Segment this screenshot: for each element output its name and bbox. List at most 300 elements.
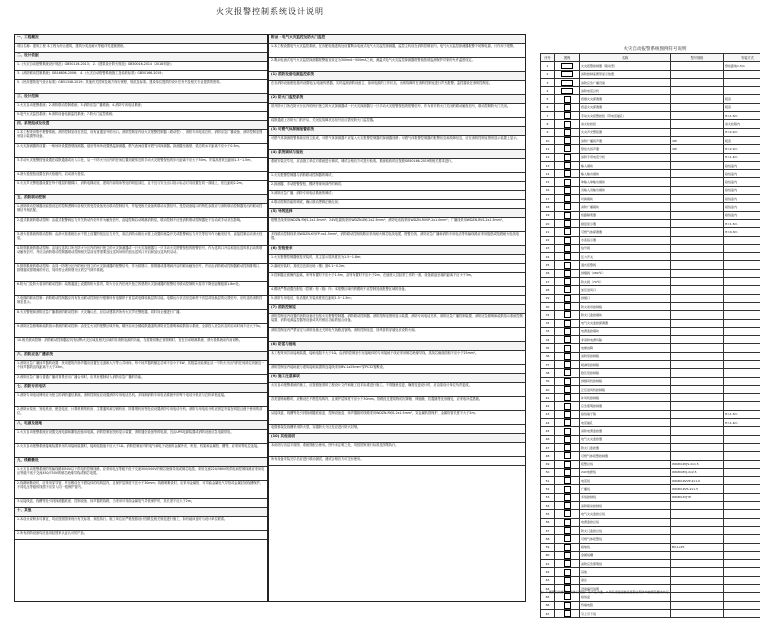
legend-symbol — [555, 427, 580, 435]
legend-model — [671, 502, 724, 510]
legend-symbol-icon — [564, 569, 571, 576]
legend-name: 广播线 — [580, 485, 671, 493]
legend-model — [671, 435, 724, 443]
description-line: 疏散通道上各防火门的开启、关闭及故障状态信号应反馈至防火门监控器。 — [269, 118, 525, 127]
legend-model — [671, 294, 724, 302]
legend-install — [724, 609, 760, 617]
legend-install: 接线盒内 — [724, 161, 760, 169]
legend-no: 60 — [541, 551, 555, 559]
legend-name: 消防控制室图形显示装置 — [580, 70, 671, 78]
description-line: 消防控制室内严禁穿过与消防设施无关的电气线路及管路。消防控制室送、回风管的穿墙处应设防火阀。 — [269, 328, 525, 342]
legend-symbol-icon — [564, 403, 571, 410]
legend-row — [541, 369, 760, 377]
legend-no: 15 — [541, 178, 555, 186]
legend-install: H=0.3m — [724, 228, 760, 236]
description-line: 6.防火门及防火卷帘的联动控制：疏散通道上设置的防火卷帘，防火分区内任两只独立的感烟火灾探测器的报警信号联动控制防火卷帘下降至距楼板面1.8m处。 — [15, 282, 267, 296]
legend-install — [724, 460, 760, 468]
legend-model — [671, 352, 724, 360]
legend-symbol — [555, 377, 580, 385]
legend-symbol — [555, 568, 580, 576]
legend-symbol — [555, 468, 580, 476]
legend-symbol-icon — [564, 378, 571, 385]
description-line: 2.湿式系统的联动控制：由湿式报警阀压力开关的动作信号作为触发信号，直接控制启动喷淋消防泵，联动控制不应受消防联动控制器处于自动或手动状态影响。 — [15, 218, 267, 232]
legend-row — [541, 502, 760, 510]
legend-symbol-icon — [564, 552, 571, 559]
legend-install: 壁挂距地1.5m — [724, 62, 760, 70]
legend-model — [671, 344, 724, 352]
legend-no: 24 — [541, 253, 555, 261]
legend-symbol — [555, 593, 580, 601]
legend-name: 可燃气体报警线 — [580, 535, 671, 543]
legend-no: 16 — [541, 186, 555, 194]
description-line: 多线联动控制线采用WDZN-KYJYP-nx1.5mm²，消防联动控制线路应采用耐火铜芯电线电缆，报警总线、消防应急广播和消防专用电话等传输线路应采用阻燃或阻燃耐火电线电缆。 — [269, 232, 525, 246]
legend-symbol — [555, 385, 580, 393]
legend-no: 35 — [541, 344, 555, 352]
section-heading: (3) 可燃气体探测报警系统 — [269, 127, 525, 136]
description-line: 3.消防应急广播、消防专用电话系统的调试； — [269, 191, 525, 200]
legend-symbol — [555, 336, 580, 344]
legend-symbol-icon — [564, 220, 571, 227]
legend-row — [541, 377, 760, 385]
description-line: 1.火灾报警控制器壁挂安装时，其主显示屏高度宜为1.5~1.8m； — [269, 255, 525, 264]
legend-install — [724, 502, 760, 510]
legend-no: 33 — [541, 327, 555, 335]
legend-symbol-icon — [564, 270, 571, 277]
legend-install — [724, 394, 760, 402]
legend-no: 67 — [541, 609, 555, 617]
legend-symbol — [555, 302, 580, 310]
legend-install — [724, 543, 760, 551]
description-line: 2.消防应急广播与普通广播或背景音乐广播合用时，应具有强制切入消防应急广播的功能。 — [15, 375, 267, 384]
legend-row — [541, 128, 760, 136]
legend-row — [541, 468, 760, 476]
description-line: 本说明与各层平面图、系统图配合使用。图中未注明之处，均按国家现行标准及图集执行。 — [269, 443, 525, 457]
legend-symbol-icon — [564, 502, 571, 509]
legend-name: 引上引下线 — [580, 609, 671, 617]
legend-model — [671, 377, 724, 385]
legend-install — [724, 311, 760, 319]
legend-header-row — [541, 54, 760, 62]
legend-model — [671, 170, 724, 178]
legend-name: 消防专用电话分机 — [580, 153, 671, 161]
legend-name: 火灾报警控制器（联动型） — [580, 62, 671, 70]
legend-no: 25 — [541, 261, 555, 269]
legend-install — [724, 336, 760, 344]
legend-install: 接线盒内 — [724, 203, 760, 211]
legend-name: 24V电源线 — [580, 468, 671, 476]
legend-symbol-icon — [564, 278, 571, 285]
legend-model — [671, 228, 724, 236]
legend-no: 39 — [541, 377, 555, 385]
description-line: 消防控制室内设置的消防设备应包括火灾报警控制器、消防联动控制器、消防控制室图形显示装置、消防专用电话总机、消防应急广播控制装置、消防应急照明和疏散指示系统控制装置、消防电源监控器等设备或具有相应功能的组合设备。 — [269, 314, 525, 328]
legend-symbol-icon — [564, 303, 571, 310]
legend-name: 壁挂式扬声器 — [580, 145, 671, 153]
legend-model: WDZN-RVS-2x1.5 — [671, 485, 724, 493]
legend-install: H=1.5m — [724, 410, 760, 418]
legend-no: 66 — [541, 601, 555, 609]
legend-symbol — [555, 352, 580, 360]
legend-row — [541, 203, 760, 211]
legend-row — [541, 493, 760, 501]
legend-model — [671, 244, 724, 252]
legend-name: 手动火灾报警按钮（带电话插孔） — [580, 112, 671, 120]
legend-install — [724, 385, 760, 393]
legend-row — [541, 410, 760, 418]
legend-no: 18 — [541, 203, 555, 211]
legend-symbol — [555, 228, 580, 236]
legend-name: 电源监控模块 — [580, 327, 671, 335]
legend-install — [724, 244, 760, 252]
legend-symbol-icon — [564, 477, 571, 484]
legend-model — [671, 203, 724, 211]
legend-model — [671, 95, 724, 103]
legend-no: 20 — [541, 219, 555, 227]
legend-symbol-icon — [564, 195, 571, 202]
legend-name: 消防电源监控器 — [580, 427, 671, 435]
legend-install — [724, 485, 760, 493]
legend-no: 51 — [541, 477, 555, 485]
description-line: 1.消防应急广播扬声器的设置：民用建筑内扬声器应设置在走道和大厅等公共场所。每个扬声器的额定功率不应小于3W，其数量应能保证从一个防火分区内的任何部位到最近一个扬声器的直线距离不大于25m。 — [15, 361, 267, 375]
description-line: 5.电气火灾监控系统；6.消防设备电源监控系统；7.防火门监控系统； — [15, 112, 267, 121]
legend-no: 59 — [541, 543, 555, 551]
legend-model — [671, 261, 724, 269]
legend-name: 切换模块 — [580, 195, 671, 203]
legend-row — [541, 336, 760, 344]
legend-no: 12 — [541, 153, 555, 161]
legend-symbol — [555, 535, 580, 543]
legend-no: 10 — [541, 136, 555, 144]
legend-no: 2 — [541, 70, 555, 78]
description-line: 可燃气体探测报警系统应独立组成，可燃气体探测器不应接入火灾报警控制器的探测器回路；可燃气体报警控制器的报警信息和故障信息，应在消防控制室图形显示装置上显示。 — [269, 136, 525, 150]
legend-no: 19 — [541, 211, 555, 219]
description-line: 2.火灾自动报警系统接地装置采用共用接地装置时，接地电阻值不应大于1Ω。消防控制室内的电气和电子设备的金属外壳、机柜、机架和金属管、槽等，应采用等电位连接。 — [15, 444, 267, 458]
legend-no: 47 — [541, 443, 555, 451]
legend-model — [671, 419, 724, 427]
legend-name: 感烟火灾探测器 — [580, 95, 671, 103]
legend-install: 接线盒内 — [724, 170, 760, 178]
legend-symbol-icon — [564, 610, 571, 617]
description-line: 电缆桥架及线槽采用防火型，穿越防火分区处应进行防火封堵。 — [269, 425, 525, 434]
legend-name: 报警总线 — [580, 460, 671, 468]
section-heading: 十、其他 — [15, 508, 267, 517]
legend-name: 单输入单输出模块 — [580, 178, 671, 186]
legend-row — [541, 485, 760, 493]
description-line: 2.所有消防设备均应选用经国家认证认可的产品。 — [15, 531, 267, 540]
legend-symbol — [555, 103, 580, 111]
legend-symbol — [555, 443, 580, 451]
legend-install — [724, 360, 760, 368]
description-line: 在各消防设备配电箱内设置电压/电流传感器，实时监测消防设备主、备用电源的工作状态，出现故障时在消防控制室进行声光报警。监控器设在消防控制室。 — [269, 81, 525, 95]
legend-model — [671, 427, 724, 435]
legend-name: 信号阀 — [580, 244, 671, 252]
legend-install — [724, 269, 760, 277]
description-line: 1.消防联动控制器应能按设定的控制逻辑向各相关的受控设备发出联动控制信号，并接受相关设备的联动反馈信号。受控设备接口的特性参数应与消防联动控制器发出的联动控制信号相匹配。 — [15, 204, 267, 218]
legend-symbol-icon — [564, 96, 571, 103]
legend-no: 26 — [541, 269, 555, 277]
legend-install: H=1.5m — [724, 219, 760, 227]
legend-name: 应急照明控制器 — [580, 402, 671, 410]
legend-row — [541, 286, 760, 294]
legend-row — [541, 236, 760, 244]
legend-symbol-icon — [564, 494, 571, 501]
legend-model — [671, 369, 724, 377]
description-line: 1.本工程采用集中报警系统。消防控制室设在首层，设有直通室外的出口。消防控制室内设火灾报警控制器（联动型）、消防专用电话总机、消防应急广播设备、消防控制室图形显示装置等设备。 — [15, 130, 267, 144]
legend-name: 防火门监控总线 — [580, 526, 671, 534]
legend-no: 63 — [541, 576, 555, 584]
legend-symbol-icon — [564, 419, 571, 426]
legend-symbol — [555, 493, 580, 501]
legend-name: 可燃气体探测器 — [580, 228, 671, 236]
legend-model — [671, 327, 724, 335]
legend-row — [541, 211, 760, 219]
legend-install — [724, 302, 760, 310]
legend-model — [671, 394, 724, 402]
legend-symbol — [555, 576, 580, 584]
legend-row — [541, 103, 760, 111]
legend-row — [541, 319, 760, 327]
legend-no: 29 — [541, 294, 555, 302]
description-line: 报警总线采用WDZN-RYJS-2x1.5mm²；24V电源线采用WDZN-BYJ-2x2.5mm²；消防电话线采用WDZN-RVVP-2x1.0mm²；广播线采用WDZN-RVS-2x1.5mm²。 — [269, 218, 525, 232]
legend-symbol — [555, 419, 580, 427]
legend-install — [724, 286, 760, 294]
legend-symbol-icon — [564, 527, 571, 534]
legend-footer-note: 注：1.图例仅供参考，具体以设备厂家产品为准。2.所有设备安装高度除注明外均按规范要求执行。 — [540, 590, 756, 594]
legend-name: 喷淋泵控制箱 — [580, 360, 671, 368]
legend-no: 23 — [541, 244, 555, 252]
legend-install — [724, 535, 760, 543]
legend-symbol — [555, 551, 580, 559]
legend-name: 非消防电源切除 — [580, 336, 671, 344]
legend-symbol — [555, 120, 580, 128]
legend-symbol-icon — [564, 320, 571, 327]
legend-symbol — [555, 78, 580, 86]
legend-install: 接线盒内 — [724, 195, 760, 203]
legend-title: 火灾自动报警系统图例符号说明 — [560, 46, 750, 52]
legend-model — [671, 609, 724, 617]
legend-row — [541, 543, 760, 551]
legend-install: H=1.5m — [724, 112, 760, 120]
description-line: 常开防火门所在防火分区内的两只独立的火灾探测器或一只火灾探测器与一只手动火灾报警按钮的报警信号，作为常开防火门关闭的联动触发信号，联动控制防火门关闭。 — [269, 104, 525, 118]
description-line: 火灾自动报警系统的施工，应按照批准的工程设计文件和施工技术标准进行施工。不得随意变更，确需变更设计时，应由原设计单位负责更改。 — [269, 383, 525, 397]
legend-model — [671, 278, 724, 286]
legend-install: 接线盒内 — [724, 186, 760, 194]
legend-symbol-icon — [564, 245, 571, 252]
legend-install — [724, 402, 760, 410]
legend-model — [671, 302, 724, 310]
section-heading: 五、消防联动控制 — [15, 195, 267, 204]
legend-symbol — [555, 244, 580, 252]
description-line: 2.线路暗敷设时，应采用穿导管，并应敷设在不燃烧体的结构层内，且保护层厚度不宜小于30mm；线路明敷设时，应采用金属管、可弯曲金属电气导管或金属封闭线槽保护。不同电压等级的线缆不应穿入同一根保护管内。 — [15, 481, 267, 499]
legend-install: 吸顶 — [724, 136, 760, 144]
legend-symbol-icon — [564, 436, 571, 443]
legend-model — [671, 219, 724, 227]
legend-symbol-icon — [564, 469, 571, 476]
legend-symbol-icon — [564, 162, 571, 169]
legend-symbol — [555, 560, 580, 568]
legend-no: 28 — [541, 286, 555, 294]
legend-no: 38 — [541, 369, 555, 377]
legend-no: 27 — [541, 278, 555, 286]
legend-symbol — [555, 369, 580, 377]
legend-install — [724, 568, 760, 576]
description-line: 1.本工程设置电气火灾监控系统，在各配电箱进线处设置剩余电流式电气火灾监控探测器，监控主机设在消防控制室内，电气火灾监控探测器报警不切断电源，只作用于报警。 — [269, 44, 525, 58]
section-heading: 二、设计依据 — [15, 53, 267, 62]
legend-name: 输入输出模块 — [580, 170, 671, 178]
legend-model — [671, 568, 724, 576]
legend-symbol — [555, 236, 580, 244]
legend-install — [724, 377, 760, 385]
legend-no: 44 — [541, 419, 555, 427]
legend-row — [541, 576, 760, 584]
legend-model — [671, 87, 724, 95]
legend-row — [541, 269, 760, 277]
description-line: 各类管路暗敷时，应敷设在不燃性结构内，且保护层厚度不应小于30mm。管路经过建筑物的沉降缝、伸缩缝、抗震缝等变形缝处，应采取补偿措施。 — [269, 397, 525, 411]
legend-install — [724, 493, 760, 501]
legend-model — [671, 211, 724, 219]
legend-model — [671, 112, 724, 120]
legend-row — [541, 294, 760, 302]
legend-symbol — [555, 145, 580, 153]
legend-symbol-icon — [564, 228, 571, 235]
legend-row — [541, 593, 760, 601]
legend-symbol-icon — [564, 121, 571, 128]
legend-symbol-icon — [564, 593, 571, 600]
description-line: 3.《消防联动控制系统》GB16806-2006； 4.《火灾自动报警系统施工及验收标准》GB50166-2019； — [15, 71, 267, 80]
legend-symbol-icon — [564, 104, 571, 111]
legend-symbol-icon — [564, 286, 571, 293]
legend-install — [724, 443, 760, 451]
legend-symbol — [555, 360, 580, 368]
legend-name: 防火门监控器 — [580, 443, 671, 451]
legend-row — [541, 443, 760, 451]
legend-model — [671, 178, 724, 186]
legend-row — [541, 253, 760, 261]
legend-install — [724, 435, 760, 443]
legend-no: 40 — [541, 385, 555, 393]
legend-row — [541, 153, 760, 161]
legend-symbol-icon — [564, 154, 571, 161]
legend-name: 加压送风口 — [580, 286, 671, 294]
legend-name: 接地线 — [580, 543, 671, 551]
legend-symbol-icon — [561, 63, 573, 69]
legend-symbol-icon — [561, 88, 573, 94]
legend-model — [671, 518, 724, 526]
legend-symbol — [555, 253, 580, 261]
legend-no: 54 — [541, 502, 555, 510]
legend-row — [541, 228, 760, 236]
legend-install — [724, 369, 760, 377]
legend-symbol-icon — [564, 336, 571, 343]
legend-row — [541, 535, 760, 543]
legend-symbol — [555, 344, 580, 352]
legend-model — [671, 336, 724, 344]
legend-name: 终端电阻 — [580, 601, 671, 609]
legend-symbol — [555, 477, 580, 485]
legend-name: 设备编号说明 — [580, 585, 671, 593]
legend-model — [671, 443, 724, 451]
legend-name: 防火门监控模块 — [580, 311, 671, 319]
legend-install — [724, 452, 760, 460]
description-line: 5.火灾声光警报器设置在每个楼层的楼梯口、消防电梯前室、建筑内部拐角等处的明显部位，且不宜与安全出口指示标志灯具设置在同一面墙上，底边距地2.2m。 — [15, 181, 267, 195]
legend-symbol — [555, 278, 580, 286]
legend-no: 36 — [541, 352, 555, 360]
legend-no: 3 — [541, 78, 555, 86]
legend-symbol-icon — [564, 444, 571, 451]
section-heading: 三、设计范围 — [15, 94, 267, 103]
legend-row — [541, 601, 760, 609]
legend-name: 压力开关 — [580, 253, 671, 261]
legend-symbol-icon — [561, 80, 573, 86]
legend-model — [671, 560, 724, 568]
legend-header-install: 安装方式 — [724, 54, 760, 62]
legend-symbol — [555, 294, 580, 302]
legend-symbol-icon — [564, 212, 571, 219]
description-line: 9.消防应急照明和疏散指示系统的联动控制：由发生火灾的报警区域开始，顺序启动全楼疏散通道的消防应急照明和疏散指示系统，全部投入应急状态的启动时间不应大于5s。 — [15, 324, 267, 338]
legend-no: 61 — [541, 560, 555, 568]
legend-install: 消火栓箱内 — [724, 120, 760, 128]
legend-no: 49 — [541, 460, 555, 468]
legend-symbol-icon — [561, 71, 573, 77]
legend-no: 53 — [541, 493, 555, 501]
description-line: 3.手动火灾报警按钮设置在疏散通道或出入口处，从一个防火分区内的任何位置到最邻近的手动火灾报警按钮的步行距离不应大于30m。安装高度底边距地1.3~1.5m。 — [15, 158, 267, 172]
legend-symbol — [555, 161, 580, 169]
legend-symbol-icon — [564, 311, 571, 318]
legend-name: 消防电话总机 — [580, 87, 671, 95]
legend-symbol-icon — [564, 519, 571, 526]
legend-row — [541, 452, 760, 460]
legend-install — [724, 352, 760, 360]
legend-model — [671, 186, 724, 194]
legend-name: 可燃气体报警控制器 — [580, 452, 671, 460]
legend-symbol-icon — [564, 295, 571, 302]
legend-row — [541, 385, 760, 393]
legend-row — [541, 427, 760, 435]
page-title: 火灾报警控制系统设计说明 — [0, 6, 540, 17]
legend-name: 消防广播模块 — [580, 203, 671, 211]
legend-symbol-icon — [564, 145, 571, 152]
legend-symbol-icon — [564, 535, 571, 542]
legend-header-no: 序号 — [541, 54, 555, 62]
legend-no: 31 — [541, 311, 555, 319]
legend-symbol — [555, 327, 580, 335]
description-line: 4.联动控制功能的调试，确认联动逻辑正确无误； — [269, 200, 525, 209]
legend-name: 防火阀（70℃） — [580, 278, 671, 286]
legend-install — [724, 236, 760, 244]
section-heading: (2) 防火门监控系统 — [269, 95, 525, 104]
legend-name: 电源监控总线 — [580, 518, 671, 526]
legend-symbol-icon — [564, 345, 571, 352]
legend-install — [724, 601, 760, 609]
legend-symbol — [555, 87, 580, 95]
legend-install — [724, 576, 760, 584]
legend-model: 3W — [671, 136, 724, 144]
legend-symbol-icon — [564, 187, 571, 194]
legend-symbol-icon — [564, 428, 571, 435]
legend-symbol — [555, 269, 580, 277]
legend-symbol-icon — [564, 486, 571, 493]
legend-symbol-icon — [564, 461, 571, 468]
section-heading: (9) 施工注意事项 — [269, 374, 525, 383]
legend-row — [541, 360, 760, 368]
legend-symbol — [555, 186, 580, 194]
legend-name: 消火栓按钮 — [580, 120, 671, 128]
legend-symbol — [555, 609, 580, 617]
legend-row — [541, 145, 760, 153]
legend-row — [541, 352, 760, 360]
legend-install — [724, 551, 760, 559]
description-line: 项目名称：建筑工程 本工程为综合建筑，建筑分类及耐火等级详见建施图纸。 — [15, 44, 267, 53]
legend-model — [671, 535, 724, 543]
